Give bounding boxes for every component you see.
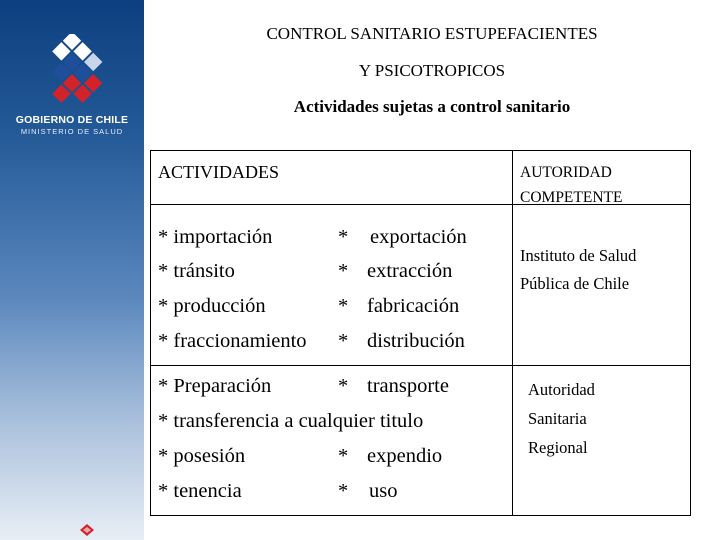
activity-left: * tránsito [158, 260, 235, 282]
page-title-line2: Y PSICOTROPICOS [358, 61, 506, 80]
activity-full: * transferencia a cualquier titulo [158, 410, 424, 432]
org-name: GOBIERNO DE CHILE [15, 114, 129, 126]
activity-left: * Preparación [158, 375, 272, 397]
activity-right: extracción [367, 260, 453, 282]
authority-line: Instituto de Salud [520, 246, 637, 265]
small-logo-mark-icon [80, 524, 94, 536]
activity-star: * [338, 375, 349, 397]
activity-star: * [338, 260, 349, 282]
authority-line: Pública de Chile [520, 274, 630, 293]
authority-group2 [528, 375, 595, 462]
activity-star: * [338, 445, 349, 467]
org-subtitle: MINISTERIO DE SALUD [20, 127, 124, 136]
table-group-divider [150, 365, 691, 366]
header-autoridad-line1: AUTORIDAD [520, 164, 612, 181]
activity-left: * producción [158, 295, 266, 317]
header-autoridad-line2: COMPETENTE [520, 189, 623, 206]
page-title: CONTROL SANITARIO ESTUPEFACIENTES [266, 24, 598, 43]
header-actividades: ACTIVIDADES [158, 162, 279, 182]
government-logo-icon [22, 34, 122, 114]
authority-line: Sanitaria [528, 409, 587, 428]
activity-left: * importación [158, 226, 273, 248]
authority-group1 [520, 242, 636, 298]
activity-right: uso [369, 480, 398, 502]
activity-star: * [338, 295, 349, 317]
activity-right: transporte [367, 375, 449, 397]
activity-right: exportación [370, 226, 467, 248]
page-subtitle: Actividades sujetas a control sanitario [293, 97, 571, 116]
header-autoridad [520, 160, 622, 210]
activity-left: * posesión [158, 445, 246, 467]
activity-star: * [338, 330, 349, 352]
activity-right: distribución [367, 330, 465, 352]
activity-left: * fraccionamiento [158, 330, 307, 352]
activity-star: * [338, 226, 349, 248]
activity-right: expendio [367, 445, 443, 467]
activity-left: * tenencia [158, 480, 242, 502]
authority-line: Regional [528, 438, 588, 457]
activity-right: fabricación [367, 295, 460, 317]
authority-line: Autoridad [528, 380, 595, 399]
sidebar-branding [0, 0, 144, 540]
activity-star: * [338, 480, 349, 502]
